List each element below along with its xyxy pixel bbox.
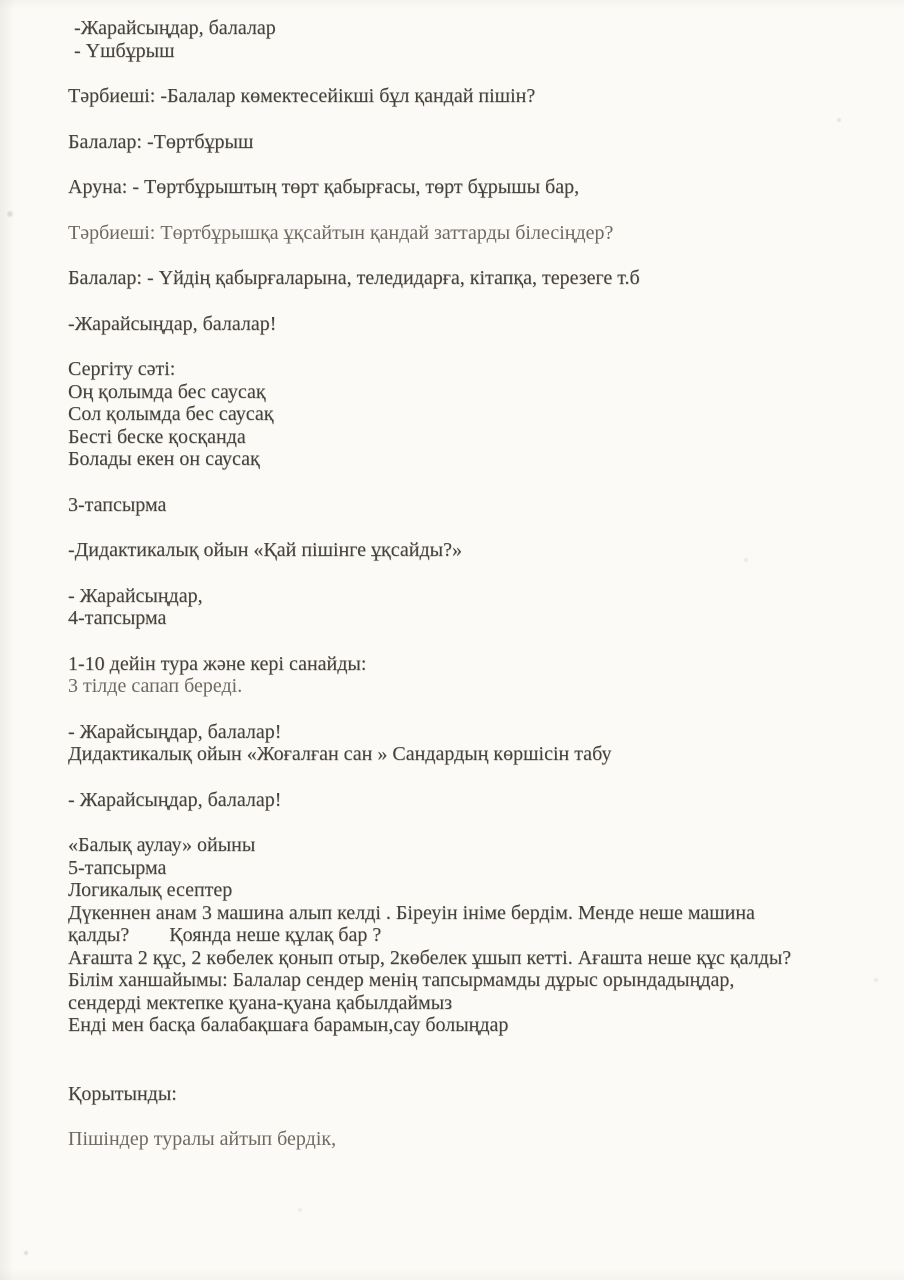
text-line: - Жарайсыңдар, балалар! <box>68 788 282 811</box>
paragraph <box>68 834 886 1037</box>
paragraph <box>68 721 886 766</box>
text-line: 3 тілде сапап береді. <box>68 675 243 697</box>
paragraph <box>68 1128 886 1151</box>
text-line: Пішіндер туралы айтып бердік, <box>68 1128 337 1150</box>
text-line: қалды? Қоянда неше құлақ бар ? <box>68 924 382 946</box>
text-line: Аруна: - Төртбұрыштың төрт қабырғасы, төрт бұрышы бар, <box>68 176 580 198</box>
text-line: Балалар: -Төртбұрыш <box>68 130 254 153</box>
text-line: Балалар: - Үйдің қабырғаларына, теледидарға, кітапқа, терезеге т.б <box>68 267 640 289</box>
text-line: - Үшбұрыш <box>74 39 175 62</box>
paragraph <box>68 358 886 471</box>
text-line: Сол қолымда бес саусақ <box>68 403 274 425</box>
text-line: Сергіту сәті: <box>68 358 176 380</box>
paragraph <box>68 585 886 630</box>
paragraph <box>68 313 886 336</box>
text-line: - Жарайсыңдар, <box>68 584 203 607</box>
text-line: -Жарайсыңдар, балалар <box>74 17 276 39</box>
text-line: Дүкеннен анам 3 машина алып келді . Біреуін ініме бердім. Менде неше машина <box>68 901 755 924</box>
paragraph <box>68 85 886 108</box>
text-line: сендерді мектепке қуана-қуана қабылдаймыз <box>68 991 453 1014</box>
text-line: Тәрбиеші: -Балалар көмектесейікші бұл қандай пішін? <box>68 85 536 107</box>
text-line: Болады екен он саусақ <box>68 448 260 470</box>
text-line: Бесті беске қосқанда <box>68 425 246 448</box>
paragraph <box>68 222 886 245</box>
paragraph <box>68 789 886 812</box>
text-line: -Жарайсыңдар, балалар! <box>68 312 277 335</box>
paragraph <box>68 653 886 698</box>
text-line: Дидактикалық ойын «Жоғалған сан » Сандардың көршісін табу <box>68 743 612 765</box>
paragraph <box>68 494 886 517</box>
text-line: Оң қолымда бес саусақ <box>68 380 266 403</box>
paragraph <box>68 131 886 154</box>
text-line: 4-тапсырма <box>68 607 167 629</box>
text-line: 5-тапсырма <box>68 856 167 879</box>
text-line: «Балық аулау» ойыны <box>68 834 256 856</box>
paragraph <box>68 1083 886 1106</box>
text-line: Қорытынды: <box>68 1082 177 1105</box>
text-line: 1-10 дейін тура және кері санайды: <box>68 652 367 675</box>
paragraph <box>68 176 886 199</box>
text-line: Ағашта 2 құс, 2 көбелек қонып отыр, 2көбелек ұшып кетті. Ағашта неше құс қалды? <box>68 946 792 969</box>
text-line: Тәрбиеші: Төртбұрышқа ұқсайтын қандай заттарды білесіңдер? <box>68 221 614 244</box>
paragraph <box>68 17 886 62</box>
text-line: 3-тапсырма <box>68 493 167 516</box>
paragraph <box>68 267 886 290</box>
text-line: Енді мен басқа балабақшаға барамын,сау болыңдар <box>68 1014 509 1036</box>
paragraph <box>68 539 886 562</box>
text-line: Логикалық есептер <box>68 879 233 901</box>
text-line: Білім ханшайымы: Балалар сендер менің тапсырмамды дұрыс орындадыңдар, <box>68 969 735 991</box>
text-line: -Дидактикалық ойын «Қай пішінге ұқсайды?» <box>68 539 462 561</box>
text-line: - Жарайсыңдар, балалар! <box>68 720 282 743</box>
